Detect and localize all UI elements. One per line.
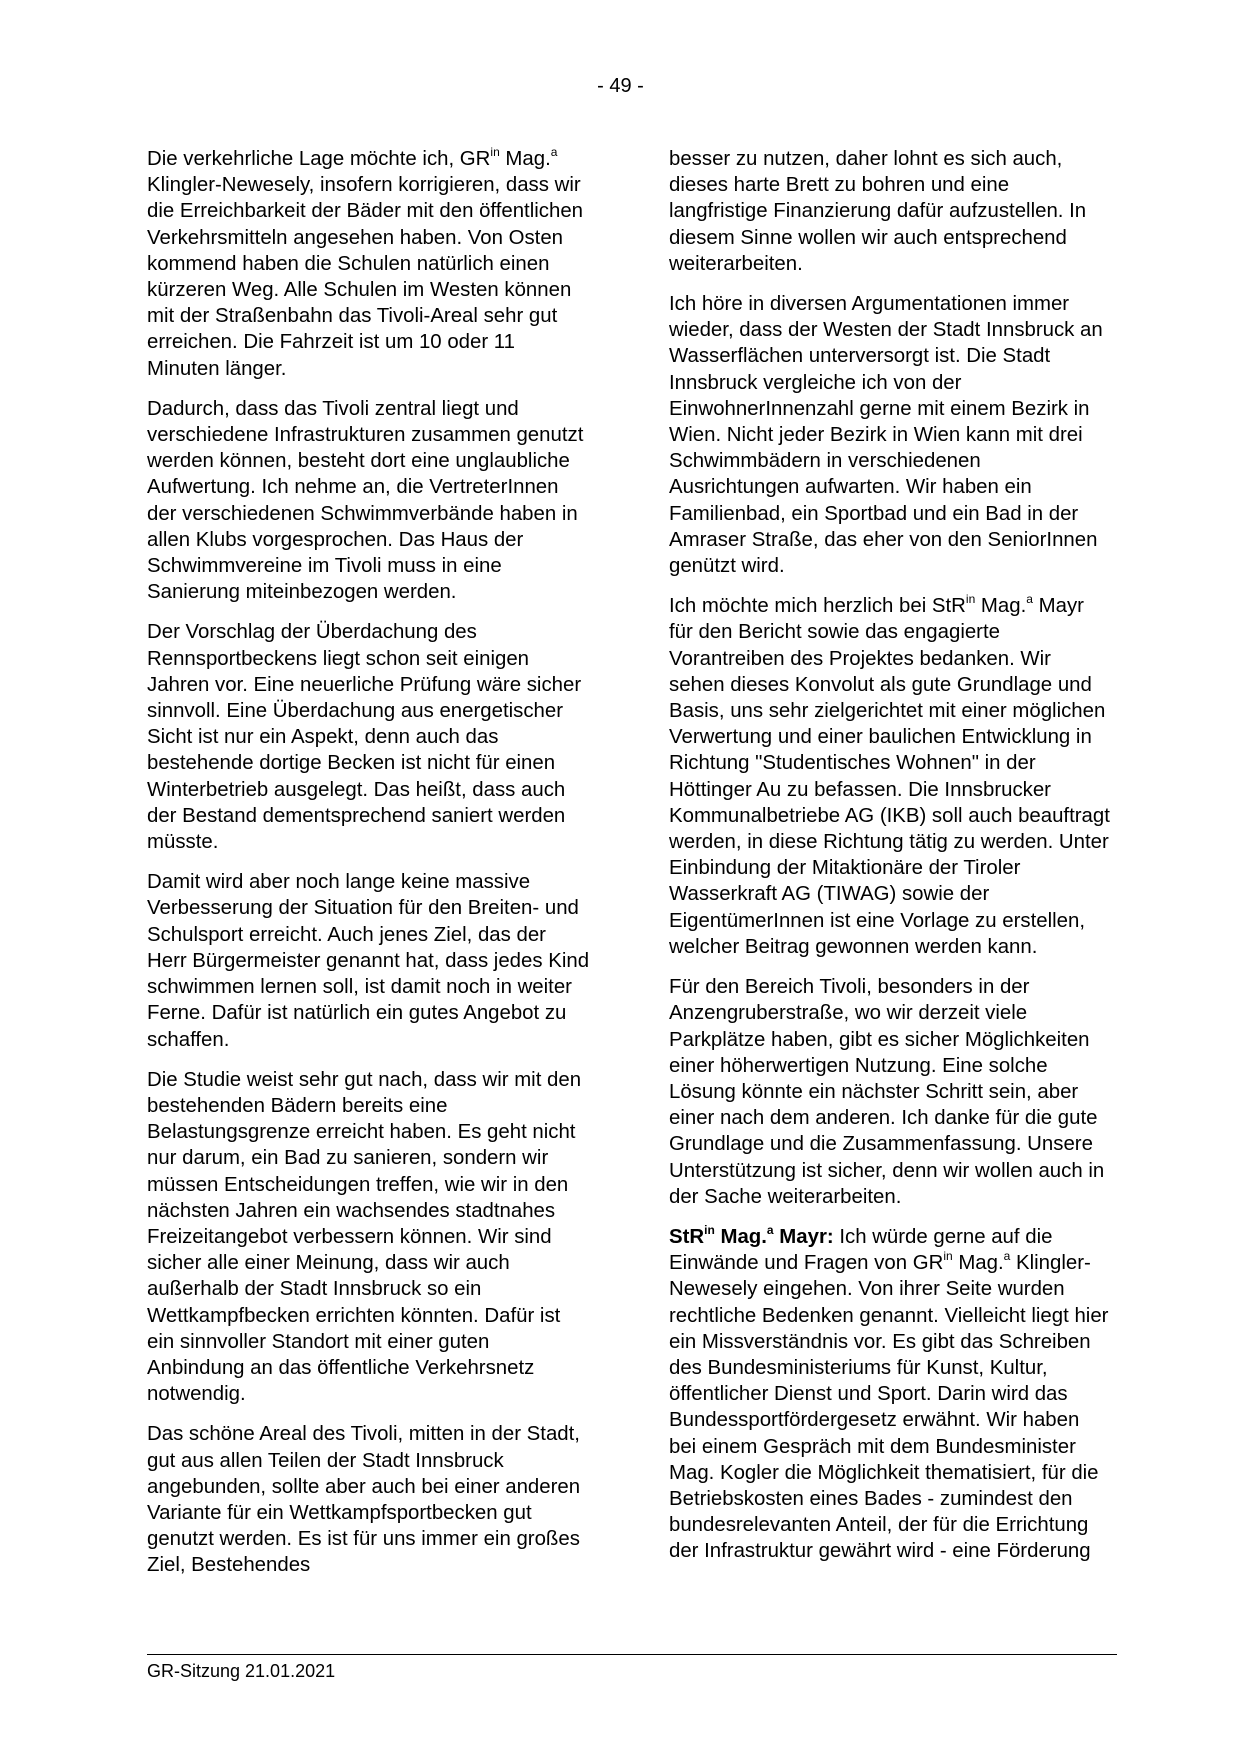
footer-text: GR-Sitzung 21.01.2021	[147, 1661, 336, 1681]
text-run: StR	[669, 1225, 705, 1248]
left-paragraph-5: Die Studie weist sehr gut nach, dass wir mit den bestehenden Bädern bereits eine Belastungsgrenze erreicht haben. Es geht nicht nur darum, ein Bad zu sanieren, sondern wir müssen Entscheidungen treffen, wie wir in den nächsten Jahren ein wachsendes stadtnahes Freizeitangebot verbessern können. Wir sind sicher alle einer Meinung, dass wir auch außerhalb der Stadt Innsbruck so ein Wettkampfbecken errichten könnten. Dafür ist ein sinnvoller Standort mit einer guten Anbindung an das öffentliche Verkehrsnetz notwendig.	[147, 1068, 582, 1406]
left-paragraph-6: Das schöne Areal des Tivoli, mitten in der Stadt, gut aus allen Teilen der Stadt Innsbruck angebunden, sollte aber auch bei einer anderen Variante für ein Wettkampfsportbecken gut genutzt werden. Es ist für uns immer ein großes Ziel, Bestehendes	[147, 1423, 581, 1577]
right-paragraph-4: Für den Bereich Tivoli, besonders in der Anzengruberstraße, wo wir derzeit viele Parkplätze haben, gibt es sicher Möglichkeiten einer höherwertigen Nutzung. Eine solche Lösung könnte ein nächster Schritt sein, aber einer nach dem anderen. Ich danke für die gute Grundlage und die Zusammenfassung. Unsere Unterstützung ist sicher, denn wir wollen auch in der Sache weiterarbeiten.	[669, 976, 1105, 1208]
text-run: Mag.	[975, 595, 1027, 618]
right-paragraph-3	[669, 593, 1112, 960]
text-run: Die verkehrliche Lage möchte ich, GR	[147, 148, 491, 170]
left-column	[147, 146, 590, 1593]
page-number: - 49 -	[597, 75, 644, 97]
speaker-name	[669, 1223, 834, 1248]
right-paragraph-5	[669, 1224, 1112, 1565]
right-column	[669, 146, 1112, 1579]
text-run: Mag.	[499, 148, 551, 170]
left-paragraph-3: Der Vorschlag der Überdachung des Rennsportbeckens liegt schon seit einigen Jahren vor. Eine neuerliche Prüfung wäre sicher sinnvoll. Eine Überdachung aus energetischer Sicht ist nur ein Aspekt, denn auch das bestehende dortige Becken ist nicht für einen Winterbetrieb ausgelegt. Das heißt, dass auch der Bestand dementsprechend saniert werden müsste.	[147, 621, 582, 854]
text-run: Mag.	[714, 1225, 767, 1248]
superscript: a	[1003, 1249, 1011, 1264]
text-run: Mayr für den Bericht sowie das engagierte Vorantreiben des Projektes bedanken. Wir sehen dieses Konvolut als gute Grundlage und Basis, uns sehr zielgerichtet mit einer möglichen Verwertung und einer baulichen Entwicklung in Richtung "Studentisches Wohnen" in der Höttinger Au zu befassen. Die Innsbrucker Kommunalbetriebe AG (IKB) soll auch beauftragt werden, in diese Richtung tätig zu werden. Unter Einbindung der Mitaktionäre der Tiroler Wasserkraft AG (TIWAG) sowie der EigentümerInnen ist eine Vorlage zu erstellen, welcher Beitrag gewonnen werden kann.	[669, 595, 1110, 958]
left-paragraph-4: Damit wird aber noch lange keine massive Verbesserung der Situation für den Breiten- und Schulsport erreicht. Auch jenes Ziel, das der Herr Bürgermeister genannt hat, dass jedes Kind schwimmen lernen soll, ist damit noch in weiter Ferne. Dafür ist natürlich ein gutes Angebot zu schaffen.	[147, 871, 590, 1051]
text-run: Ich würde gerne auf die Einwände und Fragen von GR	[669, 1225, 1053, 1275]
text-run: Mag.	[952, 1252, 1004, 1275]
superscript: in	[490, 145, 500, 160]
text-run: Mayr:	[773, 1225, 834, 1248]
superscript: a	[766, 1223, 774, 1238]
footer-divider	[147, 1654, 1117, 1655]
right-paragraph-2: Ich höre in diversen Argumentationen immer wieder, dass der Westen der Stadt Innsbruck an Wasserflächen unterversorgt ist. Die Stadt Innsbruck vergleiche ich von der EinwohnerInnenzahl gerne mit einem Bezirk in Wien. Nicht jeder Bezirk in Wien kann mit drei Schwimmbädern in verschiedenen Ausrichtungen aufwarten. Wir haben ein Familienbad, ein Sportbad und ein Bad in der Amraser Straße, das eher von den SeniorInnen genützt wird.	[669, 293, 1103, 578]
superscript: in	[943, 1249, 953, 1264]
superscript: in	[704, 1223, 715, 1238]
text-run: Klingler-Newesely eingehen. Von ihrer Seite wurden rechtliche Bedenken genannt. Vielleicht liegt hier ein Missverständnis vor. Es gibt das Schreiben des Bundesministeriums für Kunst, Kultur, öffentlicher Dienst und Sport. Darin wird das Bundessportfördergesetz erwähnt. Wir haben bei einem Gespräch mit dem Bundesminister Mag. Kogler die Möglichkeit thematisiert, für die Betriebskosten eines Bades - zumindest den bundesrelevanten Anteil, der für die Errichtung der Infrastruktur gewährt wird - eine Förderung	[669, 1252, 1109, 1563]
left-paragraph-2: Dadurch, dass das Tivoli zentral liegt und verschiedene Infrastrukturen zusammen genutzt werden können, besteht dort eine unglaubliche Aufwertung. Ich nehme an, die VertreterInnen der verschiedenen Schwimmverbände haben in allen Klubs vorgesprochen. Das Haus der Schwimmvereine im Tivoli muss in eine Sanierung miteinbezogen werden.	[147, 397, 584, 604]
right-paragraph-1: besser zu nutzen, daher lohnt es sich auch, dieses harte Brett zu bohren und eine langfristige Finanzierung dafür aufzustellen. In diesem Sinne wollen wir auch entsprechend weiterarbeiten.	[669, 148, 1087, 275]
superscript: a	[1026, 592, 1033, 607]
text-run: Ich möchte mich herzlich bei StR	[669, 595, 966, 618]
text-run: Klingler-Newesely, insofern korrigieren, dass wir die Erreichbarkeit der Bäder mit den öffentlichen Verkehrsmitteln angesehen haben. Von Osten kommend haben die Schulen natürlich einen kürzeren Weg. Alle Schulen im Westen können mit der Straßenbahn das Tivoli-Areal sehr gut erreichen. Die Fahrzeit ist um 10 oder 11 Minuten länger.	[147, 174, 583, 380]
superscript: a	[550, 145, 558, 160]
left-paragraph-1	[147, 146, 590, 382]
superscript: in	[965, 592, 976, 607]
